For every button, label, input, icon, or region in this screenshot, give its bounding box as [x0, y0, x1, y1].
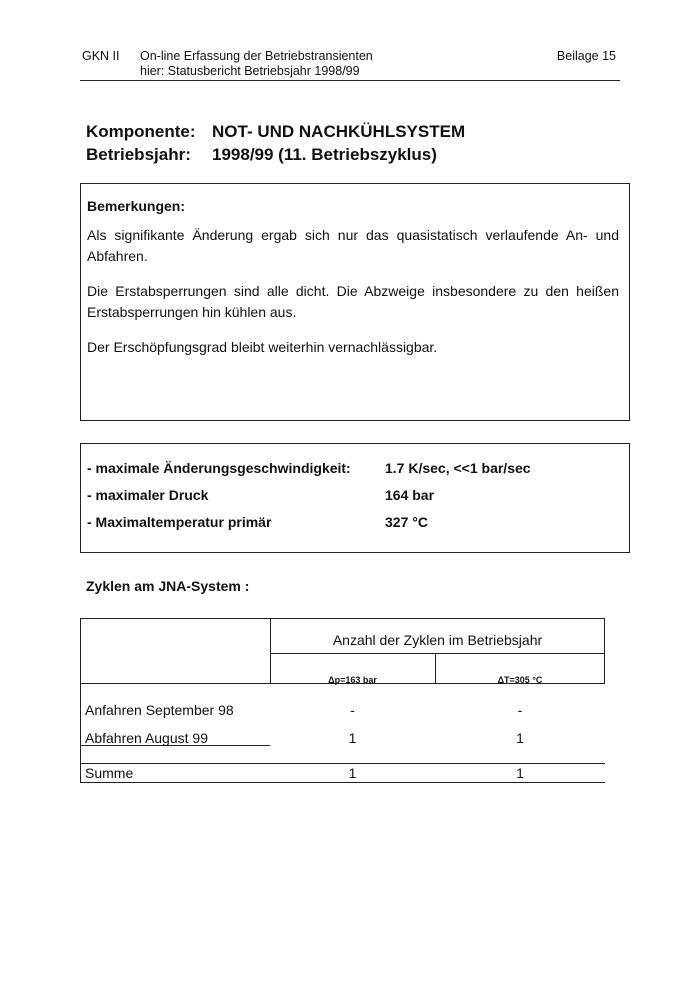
remark-paragraph: Als signifikante Änderung ergab sich nur das quasistatisch verlaufende An- und Abfahren.: [87, 227, 619, 264]
page-header: [80, 46, 620, 81]
parameter-row: [87, 455, 629, 482]
parameter-label: - maximaler Druck: [87, 487, 209, 503]
table-border-bottom: [80, 782, 605, 783]
year-row: [86, 143, 465, 166]
summary-separator: [80, 763, 605, 764]
header-subject: [140, 49, 373, 79]
parameter-value: 327 °C: [385, 514, 428, 530]
cycles-table: [80, 618, 605, 783]
cycles-title: Zyklen am JNA-System :: [86, 578, 250, 594]
year-value: 1998/99 (11. Betriebszyklus): [212, 145, 437, 164]
remark-paragraph: Der Erschöpfungsgrad bleibt weiterhin vernachlässigbar.: [87, 339, 438, 355]
column-header-temperature: ΔT=305 °C: [497, 675, 543, 685]
parameters-box: [80, 443, 630, 553]
remarks-box: [80, 183, 630, 421]
parameter-label: - maximale Änderungsgeschwindigkeit:: [87, 460, 351, 476]
parameter-label: - Maximaltemperatur primär: [87, 514, 272, 530]
parameter-row: [87, 482, 629, 509]
title-block: [86, 120, 465, 166]
subheader-line: [270, 653, 605, 654]
table-border-left: [80, 618, 81, 783]
column-header-pressure: Δp=163 bar: [328, 675, 377, 685]
header-line-1: On-line Erfassung der Betriebstransienten: [140, 49, 373, 63]
row-value-pressure: 1: [348, 730, 357, 746]
year-label: Betriebsjahr:: [86, 145, 191, 164]
table-border-top: [80, 618, 605, 619]
remark-paragraph: Die Erstabsperrungen sind alle dicht. Die Abzweige insbesondere zu den heißen Erstabsperrungen hin kühlen aus.: [87, 283, 619, 320]
summary-value-temperature: 1: [516, 765, 524, 781]
row-value-temperature: 1: [516, 730, 524, 746]
row-value-temperature: -: [517, 702, 523, 718]
header-attachment: Beilage 15: [556, 49, 616, 63]
component-row: [86, 120, 465, 143]
header-line-2: hier: Statusbericht Betriebsjahr 1998/99: [140, 64, 360, 78]
row-label: Abfahren August 99: [85, 730, 208, 746]
parameter-value: 1.7 K/sec, <<1 bar/sec: [385, 460, 531, 476]
summary-value-pressure: 1: [348, 765, 357, 781]
remarks-heading: Bemerkungen:: [87, 198, 186, 214]
summary-label: Summe: [85, 765, 134, 781]
component-value: NOT- UND NACHKÜHLSYSTEM: [212, 122, 466, 141]
table-border-right: [604, 618, 605, 683]
header-plant: GKN II: [82, 49, 120, 63]
row-label: Anfahren September 98: [85, 702, 234, 718]
parameter-value: 164 bar: [385, 487, 435, 503]
group-header-divider: [270, 618, 271, 683]
group-header: Anzahl der Zyklen im Betriebsjahr: [332, 632, 543, 648]
row-value-pressure: -: [350, 702, 355, 718]
parameter-row: [87, 509, 629, 536]
component-label: Komponente:: [86, 122, 196, 141]
